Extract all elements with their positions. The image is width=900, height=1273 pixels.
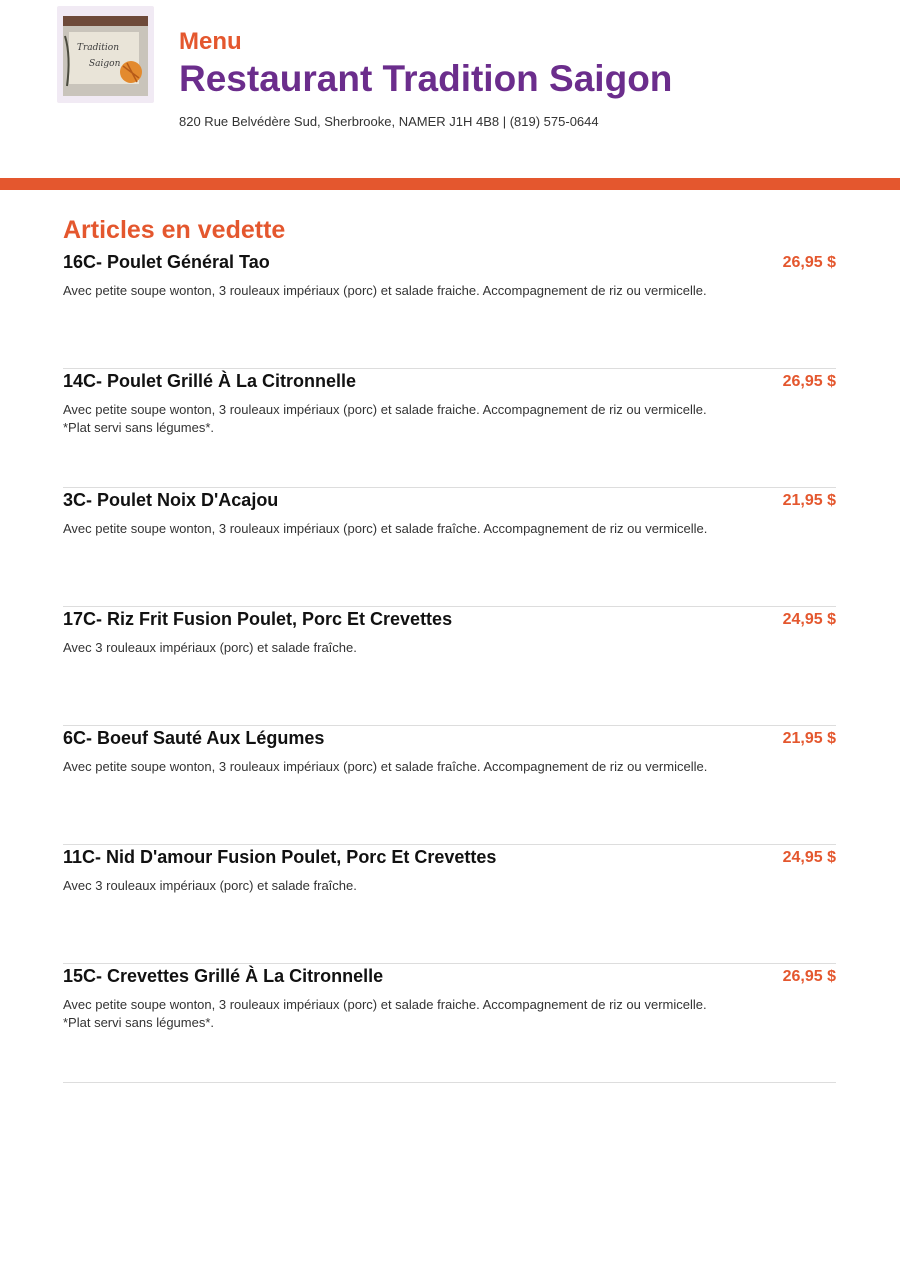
- menu-item[interactable]: [63, 607, 836, 726]
- logo-image: [63, 16, 148, 96]
- menu-item-description: Avec petite soupe wonton, 3 rouleaux impériaux (porc) et salade fraîche. Accompagnement de riz ou vermicelle.: [63, 759, 708, 774]
- menu-item-name: 11C- Nid D'amour Fusion Poulet, Porc Et Crevettes: [63, 847, 497, 867]
- logo-text-line1: Tradition: [77, 43, 120, 53]
- menu-item[interactable]: [63, 845, 836, 964]
- menu-item-description: Avec petite soupe wonton, 3 rouleaux impériaux (porc) et salade fraiche. Accompagnement de riz ou vermicelle. *Plat servi sans légumes*.: [63, 997, 707, 1030]
- menu-item-name: 16C- Poulet Général Tao: [63, 252, 270, 272]
- menu-item[interactable]: [63, 726, 836, 845]
- logo-text-line2: Saigon: [89, 59, 121, 69]
- menu-item-description: Avec petite soupe wonton, 3 rouleaux impériaux (porc) et salade fraiche. Accompagnement de riz ou vermicelle. *Plat servi sans légumes*.: [63, 402, 707, 435]
- menu-item[interactable]: [63, 250, 836, 369]
- menu-item-name: 3C- Poulet Noix D'Acajou: [63, 490, 279, 510]
- menu-item[interactable]: [63, 369, 836, 488]
- menu-item-description: Avec 3 rouleaux impériaux (porc) et salade fraîche.: [63, 640, 357, 655]
- menu-items-list: [63, 250, 836, 1083]
- menu-label: Menu: [179, 28, 242, 55]
- menu-item-price: 21,95 $: [782, 730, 836, 747]
- section-title: Articles en vedette: [63, 216, 286, 244]
- menu-item-price: 26,95 $: [782, 373, 836, 390]
- restaurant-logo: [57, 6, 154, 103]
- menu-item-name: 15C- Crevettes Grillé À La Citronnelle: [63, 966, 384, 986]
- restaurant-name: Restaurant Tradition Saigon: [179, 58, 673, 99]
- menu-item-price: 26,95 $: [782, 254, 836, 271]
- menu-item-name: 6C- Boeuf Sauté Aux Légumes: [63, 728, 325, 748]
- menu-item-description: Avec petite soupe wonton, 3 rouleaux impériaux (porc) et salade fraiche. Accompagnement de riz ou vermicelle.: [63, 283, 707, 298]
- header-divider-bar: [0, 178, 900, 190]
- menu-item[interactable]: [63, 488, 836, 607]
- menu-item-price: 24,95 $: [782, 849, 836, 866]
- menu-item-price: 21,95 $: [782, 492, 836, 509]
- menu-item-price: 24,95 $: [782, 611, 836, 628]
- menu-item[interactable]: [63, 964, 836, 1083]
- menu-item-name: 14C- Poulet Grillé À La Citronnelle: [63, 371, 357, 391]
- menu-item-description: Avec petite soupe wonton, 3 rouleaux impériaux (porc) et salade fraîche. Accompagnement de riz ou vermicelle.: [63, 521, 708, 536]
- menu-item-description: Avec 3 rouleaux impériaux (porc) et salade fraîche.: [63, 878, 357, 893]
- restaurant-address: 820 Rue Belvédère Sud, Sherbrooke, NAMER J1H 4B8 | (819) 575-0644: [179, 114, 599, 129]
- menu-item-name: 17C- Riz Frit Fusion Poulet, Porc Et Crevettes: [63, 609, 453, 629]
- menu-item-price: 26,95 $: [782, 968, 836, 985]
